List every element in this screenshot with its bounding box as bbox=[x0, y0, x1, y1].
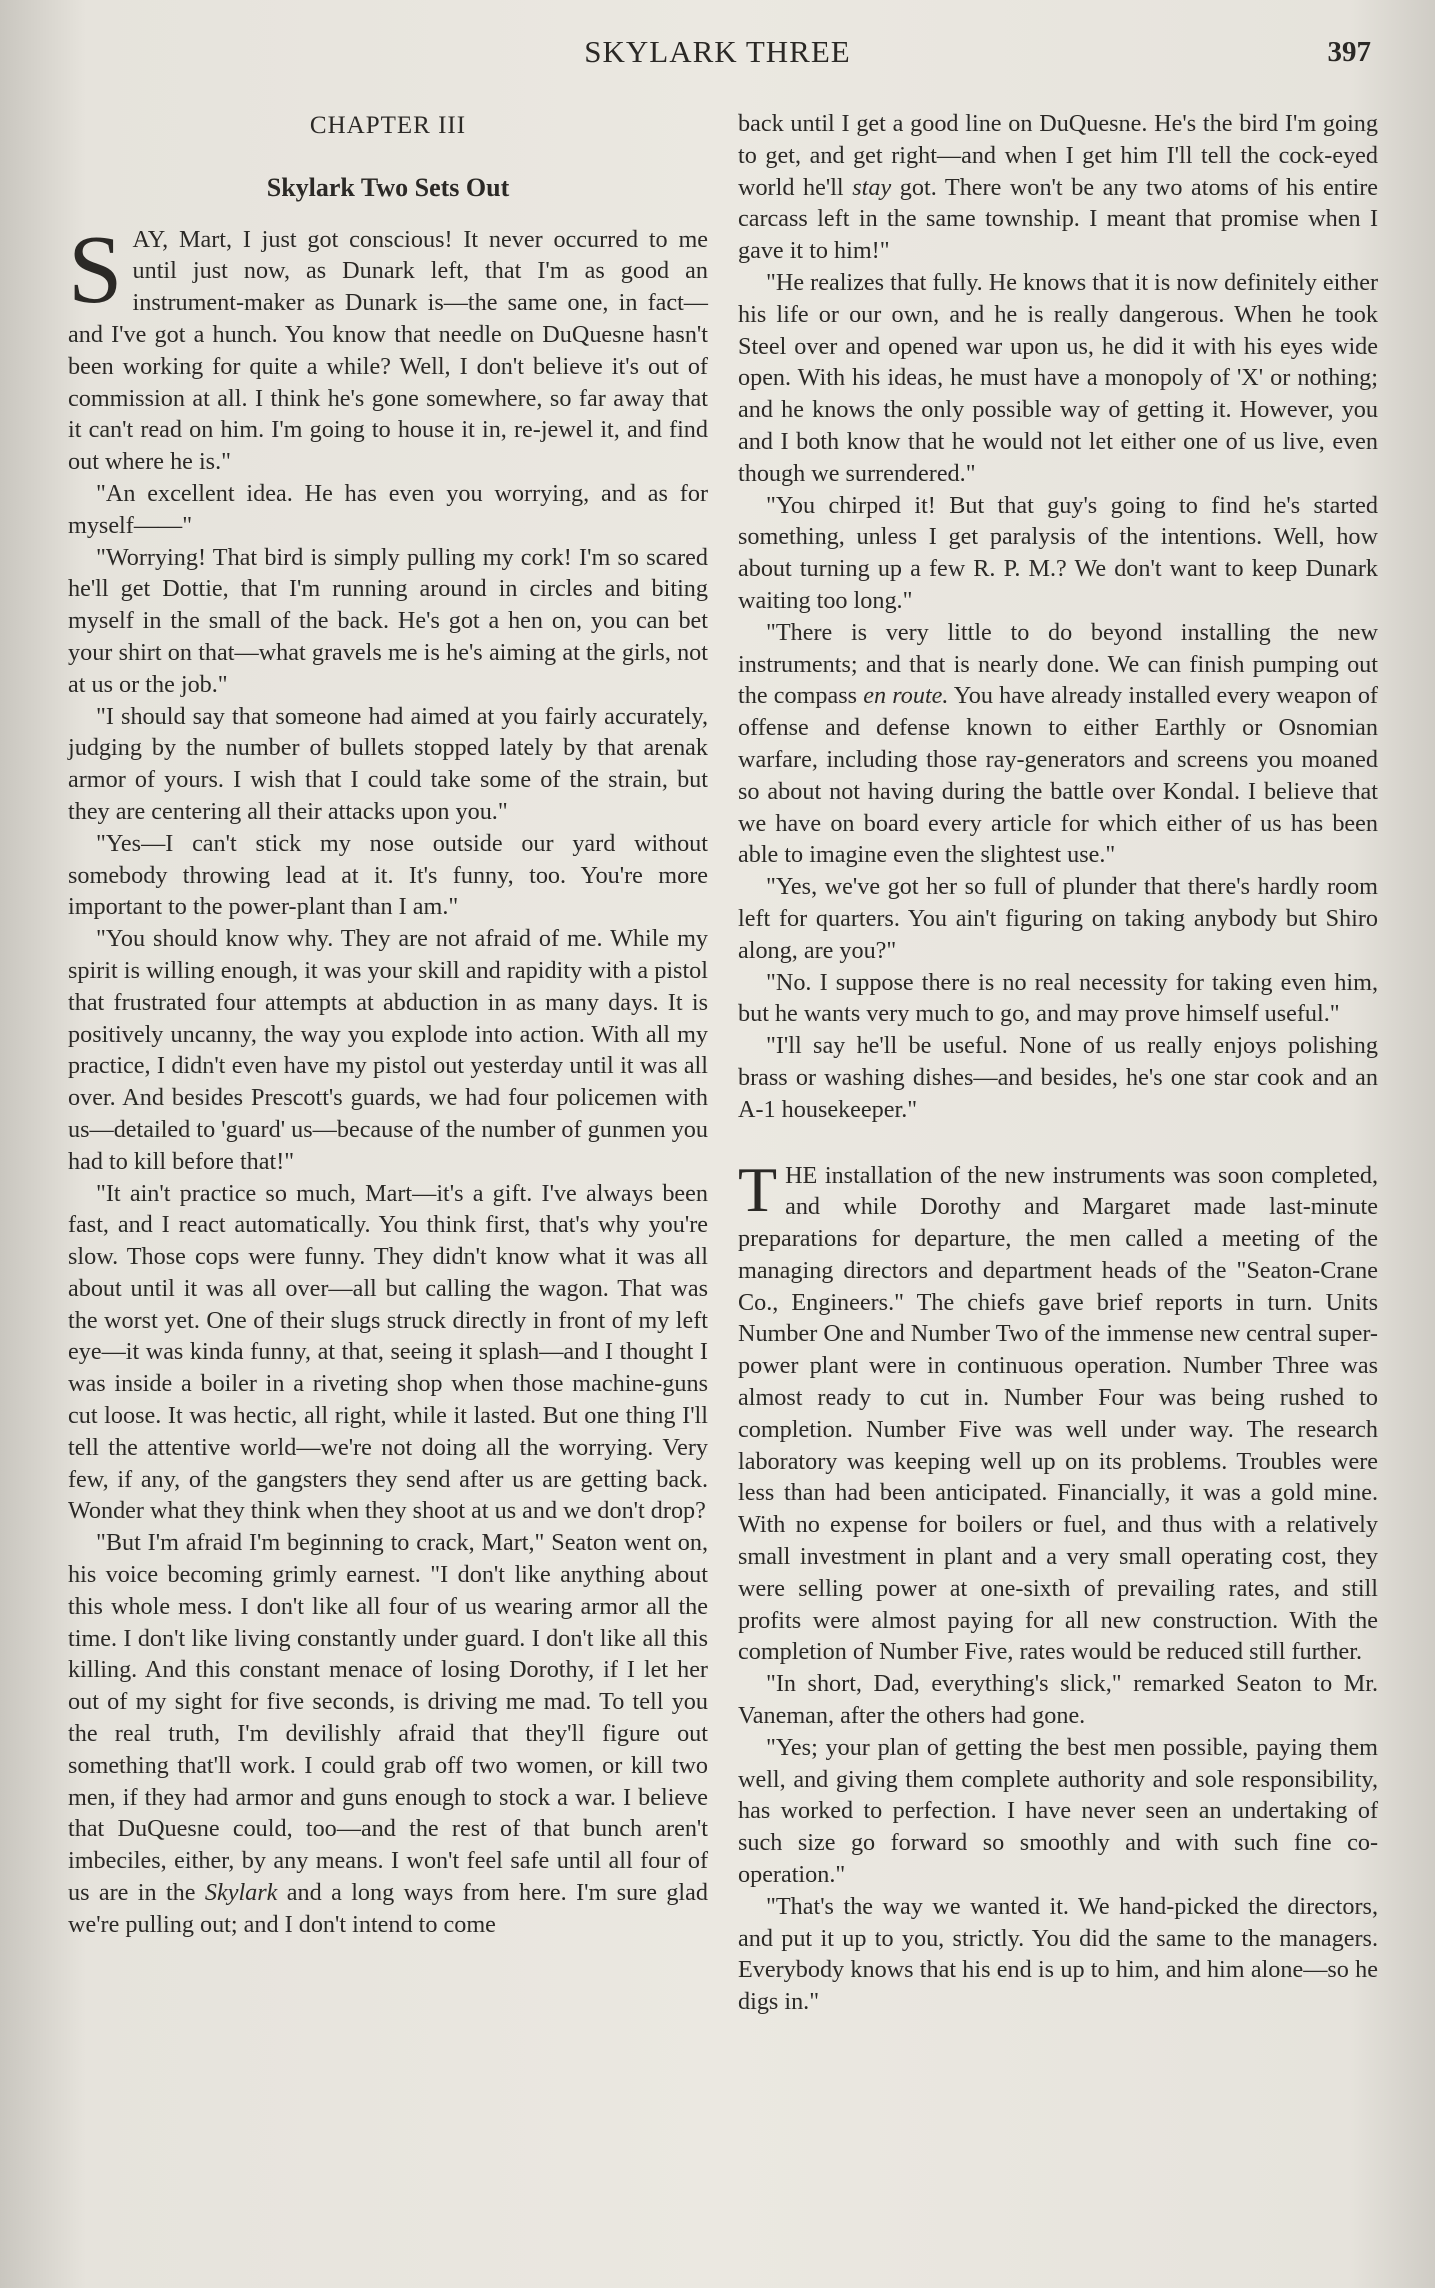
paragraph bbox=[738, 617, 1378, 871]
opening-text: AY, Mart, I just got conscious! It never occurred to me until just now, as Dunark left, that I'm as good an instrument-maker as Dunark is—the same one, in fact—and I've got a hunch. You know that needle on DuQuesne hasn't been working for quite a while? Well, I don't believe it's out of commission at all. I think he's gone somewhere, so far away that it can't read on him. I'm going to house it in, re-jewel it, and find out where he is." bbox=[68, 225, 708, 476]
section-opening-text: HE installation of the new instruments was soon completed, and while Dorothy and Margaret made last-minute preparations for departure, the men called a meeting of the managing directors and department heads of the "Seaton-Crane Co., Engineers." The chiefs gave brief reports in turn. Units Number One and Number Two of the immense new central super-power plant were in continuous operation. Number Three was almost ready to cut in. Number Four was being rushed to completion. Number Five was well under way. The research laboratory was keeping well up on its problems. Troubles were less than had been anticipated. Financially, it was a gold mine. With no expense for boilers or fuel, and thus with a relatively small investment in plant and a very small operating cost, they were selling power at one-sixth of prevailing rates, and still profits were almost paying for all new construction. With the completion of Number Five, rates would be reduced still further. bbox=[738, 1161, 1378, 1666]
emphasis-italic: stay bbox=[852, 173, 892, 201]
paragraph: "It ain't practice so much, Mart—it's a gift. I've always been fast, and I react automatically. You think first, that's why you're slow. Those cops were funny. They didn't know what it was all about until it was all over—all but calling the wagon. That was the worst yet. One of their slugs struck directly in front of my left eye—it was kinda funny, at that, seeing it splash—and I thought I was inside a boiler in a riveting shop when those machine-guns cut loose. It was hectic, all right, while it lasted. But one thing I'll tell the attentive world—we're not doing all the worrying. Very few, if any, of the gangsters they send after us are getting back. Wonder what they think when they shoot at us and we don't drop? bbox=[68, 1179, 708, 1525]
paragraph: "Yes—I can't stick my nose outside our yard without somebody throwing lead at it. It's funny, too. You're more important to the power-plant than I am." bbox=[68, 829, 708, 921]
paragraph-text: "There is very little to do beyond installing the new instruments; and that is nearly done. We can finish pumping out the compass bbox=[738, 618, 1378, 710]
paragraph: "You should know why. They are not afraid of me. While my spirit is willing enough, it was your skill and rapidity with a pistol that frustrated four attempts at abduction in as many days. It is positively uncanny, the way you explode into action. With all my practice, I didn't even have my pistol out yesterday until it was all over. And besides Prescott's guards, we had four policemen with us—detailed to 'guard' us—because of the number of gunmen you had to kill before that!" bbox=[68, 925, 708, 1175]
section-opening-paragraph bbox=[738, 1153, 1378, 1669]
paragraph: "That's the way we wanted it. We hand-picked the directors, and put it up to you, strictly. You did the same to the managers. Everybody knows that his end is up to him, and him alone—so he digs in." bbox=[738, 1892, 1378, 2016]
running-title: SKYLARK THREE bbox=[584, 34, 851, 69]
paragraph bbox=[68, 1527, 708, 1940]
running-header bbox=[0, 34, 1435, 84]
page-number: 397 bbox=[1327, 36, 1371, 68]
ship-name-italic: Skylark bbox=[204, 1879, 278, 1907]
chapter-opening-paragraph bbox=[68, 215, 708, 478]
paragraph: "An excellent idea. He has even you worrying, and as for myself——" bbox=[68, 479, 708, 539]
paragraph-text: "But I'm afraid I'm beginning to crack, Mart," Seaton went on, his voice becoming grimly earnest. "I don't like anything about this whole mess. I don't like all four of us wearing armor all the time. I don't like living constantly under guard. I don't like all this killing. And this constant menace of losing Dorothy, if I let her out of my sight for five seconds, is driving me mad. To tell you the real truth, I'm devilishly afraid that they'll figure out something that'll work. I could grab off two women, or kill two men, if they had armor and guns enough to stock a war. I believe that DuQuesne could, too—and the rest of that bunch aren't imbeciles, either, by any means. I won't feel safe until all four of us are in the bbox=[68, 1529, 708, 1907]
drop-cap: S bbox=[68, 215, 123, 324]
paragraph: "You chirped it! But that guy's going to find he's started something, unless I get paralysis of the intentions. Well, how about turning up a few R. P. M.? We don't want to keep Dunark waiting too long." bbox=[738, 491, 1378, 614]
paragraph: "Yes, we've got her so full of plunder that there's hardly room left for quarters. You ain't figuring on taking anybody but Shiro along, are you?" bbox=[738, 873, 1378, 964]
continued-paragraph bbox=[738, 108, 1378, 267]
paragraph: "Worrying! That bird is simply pulling my cork! I'm so scared he'll get Dottie, that I'm running around in circles and biting myself in the small of the back. He's got a hen on, you can bet your shirt on that—what gravels me is he's aiming at the girls, not at us or the job." bbox=[68, 543, 708, 698]
paragraph: "I'll say he'll be useful. None of us really enjoys polishing brass or washing dishes—and besides, he's one star cook and an A-1 housekeeper." bbox=[738, 1032, 1378, 1123]
paragraph-text-tail: You have already installed every weapon of offense and defense known to either Earthly or Osnomian warfare, including those ray-generators and screens you moaned so about not having during the battle over Kondal. I believe that we have on board every article for which either of us has been able to imagine even the slightest use." bbox=[738, 682, 1378, 869]
en-route-italic: en route. bbox=[863, 682, 949, 710]
right-column bbox=[738, 108, 1378, 2018]
paragraph: "In short, Dad, everything's slick," remarked Seaton to Mr. Vaneman, after the others had gone. bbox=[738, 1670, 1378, 1730]
chapter-number: CHAPTER III bbox=[309, 112, 467, 139]
continued-text-tail: got. There won't be any two atoms of his entire carcass left in the same township. I meant that promise when I gave it to him!" bbox=[738, 173, 1379, 265]
paragraph: "He realizes that fully. He knows that it is now definitely either his life or our own, and he is really dangerous. When he took Steel over and opened war upon us, he did it with his eyes wide open. With his ideas, he must have a monopoly of 'X' or nothing; and he knows the only possible way of getting it. However, you and I both know that he would not let either one of us live, even though we surrendered." bbox=[738, 268, 1378, 487]
paragraph: "Yes; your plan of getting the best men possible, paying them well, and giving them complete authority and sole responsibility, has worked to perfection. I have never seen an undertaking of such size go forward so smoothly and with such fine co-operation." bbox=[738, 1733, 1378, 1889]
paragraph: "No. I suppose there is no real necessity for taking even him, but he wants very much to go, and may prove himself useful." bbox=[738, 968, 1378, 1028]
continued-text: back until I get a good line on DuQuesne. He's the bird I'm going to get, and get right—and when I get him I'll tell the cock-eyed world he'll bbox=[738, 110, 1378, 201]
chapter-title: Skylark Two Sets Out bbox=[266, 172, 510, 202]
left-column bbox=[68, 108, 708, 1941]
drop-cap: T bbox=[738, 1153, 778, 1225]
paragraph-text-tail: and a long ways from here. I'm sure glad we're pulling out; and I don't intend to come bbox=[68, 1879, 708, 1938]
paragraph: "I should say that someone had aimed at you fairly accurately, judging by the number of bullets stopped lately by that arenak armor of yours. I wish that I could take some of the strain, but they are centering all their attacks upon you." bbox=[68, 702, 708, 825]
